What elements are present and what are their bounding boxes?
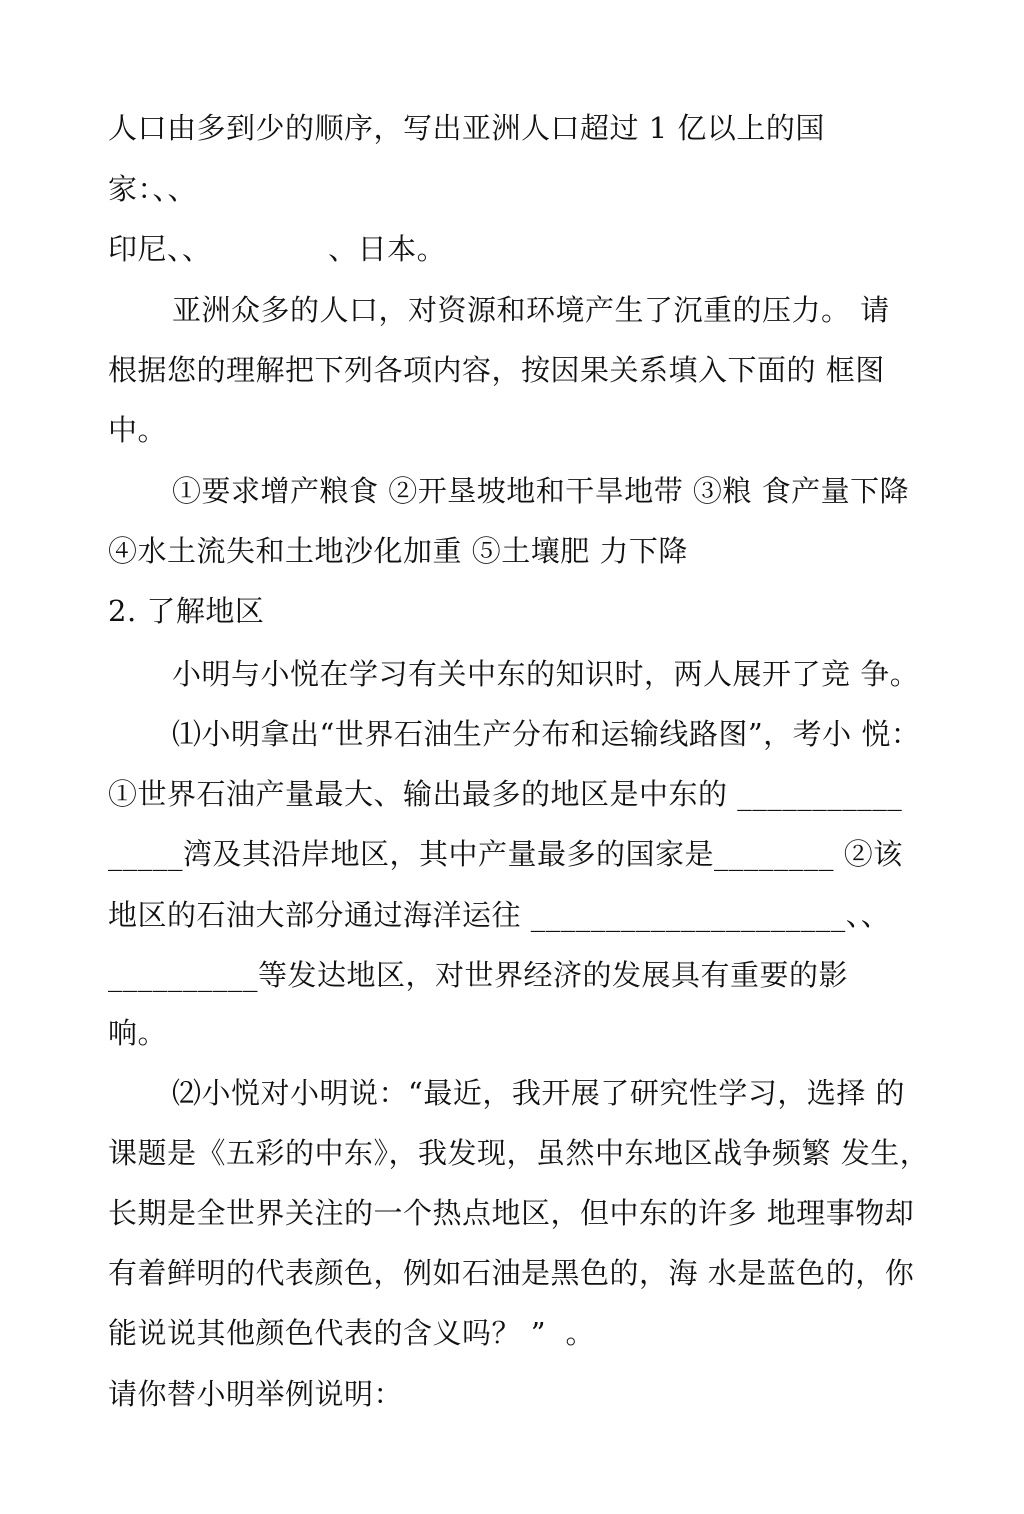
text-line: __________等发达地区，对世界经济的发展具有重要的影 bbox=[108, 958, 849, 992]
text-line: 请你替小明举例说明： bbox=[108, 1377, 404, 1411]
text-line: 长期是全世界关注的一个热点地区，但中东的许多 地理事物却 bbox=[108, 1196, 915, 1230]
text-line: 地区的石油大部分通过海洋运往 _____________________、、 bbox=[108, 898, 891, 932]
text-line: 亚洲众多的人口，对资源和环境产生了沉重的压力。 请 bbox=[172, 293, 890, 327]
text-line: 中。 bbox=[108, 413, 168, 447]
text-line: 课题是《五彩的中东》，我发现，虽然中东地区战争频繁 发生， bbox=[108, 1136, 930, 1170]
text-line: _____湾及其沿岸地区，其中产量最多的国家是________ ②该 bbox=[108, 837, 903, 871]
text-line: 印尼、、 、日本。 bbox=[108, 232, 447, 266]
text-line: ①世界石油产量最大、输出最多的地区是中东的 ___________ bbox=[108, 777, 903, 811]
text-line: ⑴小明拿出“世界石油生产分布和运输线路图”，考小 悦： bbox=[172, 717, 921, 751]
text-line: 小明与小悦在学习有关中东的知识时，两人展开了竞 争。 bbox=[172, 657, 920, 691]
text-line: 有着鲜明的代表颜色，例如石油是黑色的，海 水是蓝色的，你 bbox=[108, 1256, 915, 1290]
text-line: ④水土流失和土地沙化加重 ⑤土壤肥 力下降 bbox=[108, 534, 688, 568]
text-line: 响。 bbox=[108, 1016, 168, 1050]
text-line: 家：、、 bbox=[108, 172, 198, 206]
text-line: ①要求增产粮食 ②开垦坡地和干旱地带 ③粮 食产量下降 bbox=[172, 474, 910, 508]
text-line: 人口由多到少的顺序，写出亚洲人口超过 1 亿以上的国 bbox=[108, 111, 825, 145]
section-heading: 2. 了解地区 bbox=[108, 594, 265, 628]
text-line: 能说说其他颜色代表的含义吗？ ” 。 bbox=[108, 1316, 595, 1350]
text-line: ⑵小悦对小明说：“最近，我开展了研究性学习，选择 的 bbox=[172, 1076, 906, 1110]
text-line: 根据您的理解把下列各项内容，按因果关系填入下面的 框图 bbox=[108, 353, 885, 387]
